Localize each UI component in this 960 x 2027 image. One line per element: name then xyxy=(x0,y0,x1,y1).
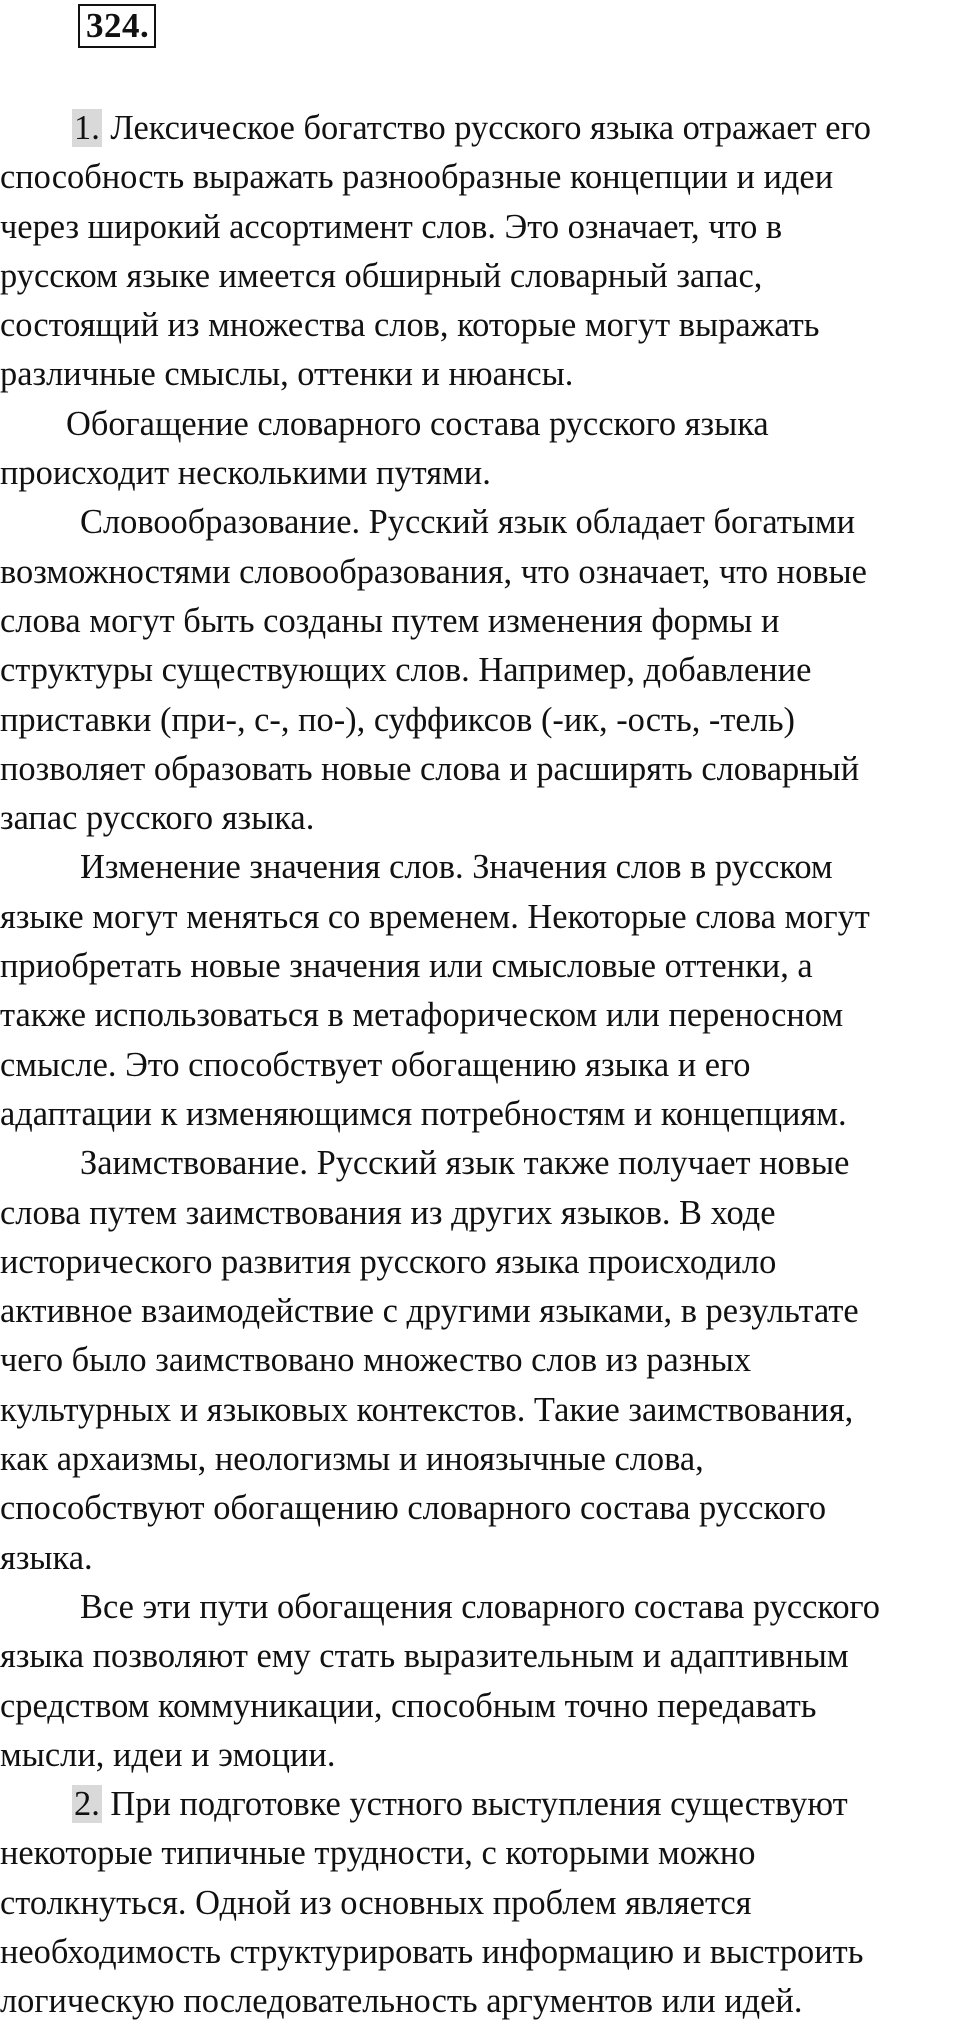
text-line: Обогащение словарного состава русского языка xyxy=(66,404,769,443)
text-line: чего было заимствовано множество слов из разных xyxy=(0,1341,752,1380)
text-body xyxy=(0,104,960,2027)
text-line: через широкий ассортимент слов. Это означает, что в xyxy=(0,207,783,246)
text-line: приставки (при-, с-, по-), суффиксов (-ик, -ость, -тель) xyxy=(0,700,796,739)
paragraph-2-line xyxy=(0,1780,960,1829)
text-line: логическую последовательность аргументов или идей. xyxy=(0,1982,803,2021)
text-line: приобретать новые значения или смысловые оттенки, а xyxy=(0,947,813,986)
paragraph-1-line xyxy=(0,104,960,153)
text-line: активное взаимодействие с другими языками, в результате xyxy=(0,1292,859,1331)
text-line: мысли, идеи и эмоции. xyxy=(0,1735,336,1774)
text-line: культурных и языковых контекстов. Такие заимствования, xyxy=(0,1390,854,1429)
text-line: необходимость структурировать информацию и выстроить xyxy=(0,1932,864,1971)
text-line: способствуют обогащению словарного состава русского xyxy=(0,1489,827,1528)
text-line: Заимствование. Русский язык также получает новые xyxy=(80,1144,850,1183)
text-line: состоящий из множества слов, которые могут выражать xyxy=(0,306,820,345)
item-number-label: 2. xyxy=(74,1785,100,1824)
text-line: средством коммуникации, способным точно передавать xyxy=(0,1686,817,1725)
text-line: различные смыслы, оттенки и нюансы. xyxy=(0,355,574,394)
text-line: слова могут быть созданы путем изменения формы и xyxy=(0,601,780,640)
text-line: Изменение значения слов. Значения слов в русском xyxy=(80,848,833,887)
text-line: смысле. Это способствует обогащению языка и его xyxy=(0,1045,751,1084)
text-line: Словообразование. Русский язык обладает богатыми xyxy=(80,503,856,542)
text-line: При подготовке устного выступления существуют xyxy=(110,1785,848,1824)
text-line: языке могут меняться со временем. Некоторые слова могут xyxy=(0,897,870,936)
text-line: языка позволяют ему стать выразительным и адаптивным xyxy=(0,1637,849,1676)
text-line: способность выражать разнообразные концепции и идеи xyxy=(0,158,834,197)
text-line: возможностями словообразования, что означает, что новые xyxy=(0,552,867,591)
text-line: столкнуться. Одной из основных проблем является xyxy=(0,1883,752,1922)
task-number-box: 324. xyxy=(78,4,156,48)
text-line: происходит несколькими путями. xyxy=(0,454,491,493)
text-line: позволяет образовать новые слова и расширять словарный xyxy=(0,749,860,788)
text-line: структуры существующих слов. Например, добавление xyxy=(0,651,812,690)
text-line: языка. xyxy=(0,1538,93,1577)
text-line: также использоваться в метафорическом или переносном xyxy=(0,996,844,1035)
text-line: русском языке имеется обширный словарный запас, xyxy=(0,256,763,295)
text-line: адаптации к изменяющимся потребностям и концепциям. xyxy=(0,1094,847,1133)
item-number-label: 1. xyxy=(74,109,100,147)
text-line: как архаизмы, неологизмы и иноязычные слова, xyxy=(0,1440,704,1479)
text-line: исторического развития русского языка происходило xyxy=(0,1242,777,1281)
text-line: Все эти пути обогащения словарного состава русского xyxy=(80,1587,881,1626)
text-line: запас русского языка. xyxy=(0,799,315,838)
text-line: некоторые типичные трудности, с которыми можно xyxy=(0,1834,756,1873)
text-line: Лексическое богатство русского языка отражает его xyxy=(110,109,871,147)
text-line: слова путем заимствования из других языков. В ходе xyxy=(0,1193,776,1232)
